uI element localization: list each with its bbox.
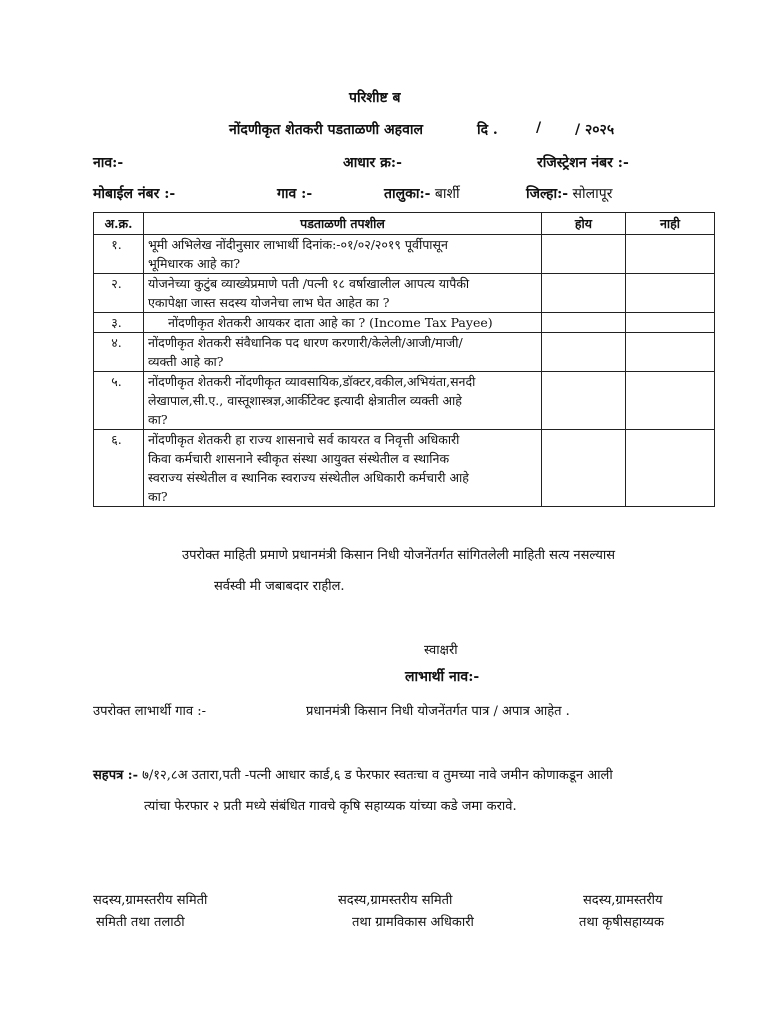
enclosure-label: सहपत्र :- bbox=[93, 768, 138, 783]
question-line: भूमिधारक आहे का? bbox=[148, 256, 241, 271]
table-row bbox=[94, 372, 715, 430]
question-line: नोंदणीकृत शेतकरी आयकर दाता आहे का ? (Income Tax Payee) bbox=[168, 315, 493, 330]
signatory-2-line-1: सदस्य,ग्रामस्तरीय समिती bbox=[338, 893, 453, 908]
no-cell[interactable] bbox=[626, 235, 715, 274]
row-number: ४. bbox=[94, 333, 144, 372]
yes-cell[interactable] bbox=[542, 274, 626, 313]
taluka-label: तालुका:- bbox=[384, 186, 431, 202]
report-title: नोंदणीकृत शेतकरी पडताळणी अहवाल bbox=[229, 122, 424, 138]
signature-label: स्वाक्षरी bbox=[424, 643, 458, 658]
no-cell[interactable] bbox=[626, 430, 715, 507]
row-question bbox=[144, 333, 542, 372]
eligibility-statement: प्रधानमंत्री किसान निधी योजनेंतर्गत पात्र / अपात्र आहेत . bbox=[306, 704, 570, 719]
row-question bbox=[144, 235, 542, 274]
signatory-3-line-1: सदस्य,ग्रामस्तरीय bbox=[583, 893, 663, 908]
district-label: जिल्हा:- bbox=[526, 186, 569, 202]
table-row bbox=[94, 333, 715, 372]
question-line: नोंदणीकृत शेतकरी हा राज्य शासनाचे सर्व कायरत व निवृत्ती अधिकारी bbox=[148, 432, 460, 447]
question-line: नोंदणीकृत शेतकरी नोंदणीकृत व्यावसायिक,डॉक्टर,वकील,अभियंता,सनदी bbox=[148, 374, 476, 389]
enclosure-text: ७/१२,८अ उतारा,पती -पत्नी आधार कार्ड,६ ड फेरफार स्वतःचा व तुमच्या नावे जमीन कोणाकडून आली bbox=[142, 768, 613, 783]
row-number: ५. bbox=[94, 372, 144, 430]
aadhaar-label: आधार क्र:- bbox=[343, 155, 402, 171]
district-field bbox=[526, 184, 612, 203]
village-label: गाव :- bbox=[277, 186, 313, 202]
yes-cell[interactable] bbox=[542, 430, 626, 507]
row-number: २. bbox=[94, 274, 144, 313]
enclosure-line-2: त्यांचा फेरफार २ प्रती मध्ये संबंधित गावचे कृषि सहाय्यक यांच्या कडे जमा करावे. bbox=[144, 799, 517, 814]
question-line: लेखापाल,सी.ए., वास्तूशास्त्रज्ञ,आर्कीटेक्ट इत्यादी क्षेत्रातील व्यक्ती आहे bbox=[148, 393, 462, 408]
header-serial: अ.क्र. bbox=[94, 213, 144, 235]
verification-table bbox=[93, 212, 715, 507]
annex-title: परिशीष्ट ब bbox=[349, 90, 401, 106]
no-cell[interactable] bbox=[626, 274, 715, 313]
yes-cell[interactable] bbox=[542, 235, 626, 274]
signatory-1-line-1: सदस्य,ग्रामस्तरीय समिती bbox=[93, 893, 208, 908]
question-line: का? bbox=[148, 489, 168, 504]
signatory-2-line-2: तथा ग्रामविकास अधिकारी bbox=[352, 915, 474, 930]
row-question bbox=[144, 430, 542, 507]
taluka-value: बार्शी bbox=[434, 186, 460, 202]
row-number: ३. bbox=[94, 313, 144, 333]
no-cell[interactable] bbox=[626, 333, 715, 372]
district-value: सोलापूर bbox=[572, 186, 613, 202]
enclosure-line-1 bbox=[93, 765, 613, 783]
report-year: / २०२५ bbox=[575, 122, 615, 138]
yes-cell[interactable] bbox=[542, 333, 626, 372]
row-number: १. bbox=[94, 235, 144, 274]
header-yes: होय bbox=[542, 213, 626, 235]
question-line: भूमी अभिलेख नोंदीनुसार लाभार्थी दिनांक:-०१/०२/२०१९ पूर्वीपासून bbox=[148, 237, 448, 252]
no-cell[interactable] bbox=[626, 372, 715, 430]
signatory-1-line-2: समिती तथा तलाठी bbox=[96, 915, 185, 930]
eligibility-village: उपरोक्त लाभार्थी गाव :- bbox=[93, 704, 207, 719]
question-line: का? bbox=[148, 412, 168, 427]
table-row bbox=[94, 235, 715, 274]
declaration-line-1: उपरोक्त माहिती प्रमाणे प्रधानमंत्री किसान निधी योजनेंतर्गत सांगितलेली माहिती सत्य नसल्यास bbox=[182, 548, 616, 563]
mobile-label: मोबाईल नंबर :- bbox=[93, 186, 176, 202]
declaration-line-2: सर्वस्वी मी जबाबदार राहील. bbox=[214, 579, 345, 594]
beneficiary-name-label: लाभार्थी नाव:- bbox=[405, 669, 480, 685]
row-question bbox=[144, 313, 542, 333]
header-details: पडताळणी तपशील bbox=[144, 213, 542, 235]
registration-label: रजिस्ट्रेशन नंबर :- bbox=[537, 155, 629, 171]
name-label: नाव:- bbox=[93, 155, 124, 171]
table-header-row bbox=[94, 213, 715, 235]
question-line: व्यक्ती आहे का? bbox=[148, 354, 224, 369]
header-no: नाही bbox=[626, 213, 715, 235]
question-line: स्वराज्य संस्थेतील व स्थानिक स्वराज्य संस्थेतील अधिकारी कर्मचारी आहे bbox=[148, 470, 469, 485]
yes-cell[interactable] bbox=[542, 313, 626, 333]
no-cell[interactable] bbox=[626, 313, 715, 333]
table-row bbox=[94, 430, 715, 507]
row-question bbox=[144, 372, 542, 430]
question-line: योजनेच्या कुटुंब व्याख्येप्रमाणे पती /पत्नी १८ वर्षाखालील आपत्य यापैकी bbox=[148, 276, 470, 291]
taluka-field bbox=[384, 184, 460, 203]
question-line: नोंदणीकृत शेतकरी संवैधानिक पद धारण करणारी/केलेली/आजी/माजी/ bbox=[148, 335, 463, 350]
yes-cell[interactable] bbox=[542, 372, 626, 430]
row-number: ६. bbox=[94, 430, 144, 507]
table-row bbox=[94, 313, 715, 333]
question-line: एकापेक्षा जास्त सदस्य योजनेचा लाभ घेत आहेत का ? bbox=[148, 295, 390, 310]
date-slash: / bbox=[536, 120, 542, 136]
signatory-3-line-2: तथा कृषीसहाय्यक bbox=[579, 915, 664, 930]
table-row bbox=[94, 274, 715, 313]
question-line: किवा कर्मचारी शासनाने स्वीकृत संस्था आयुक्त संस्थेतील व स्थानिक bbox=[148, 451, 450, 466]
row-question bbox=[144, 274, 542, 313]
date-prefix: दि . bbox=[477, 122, 498, 138]
